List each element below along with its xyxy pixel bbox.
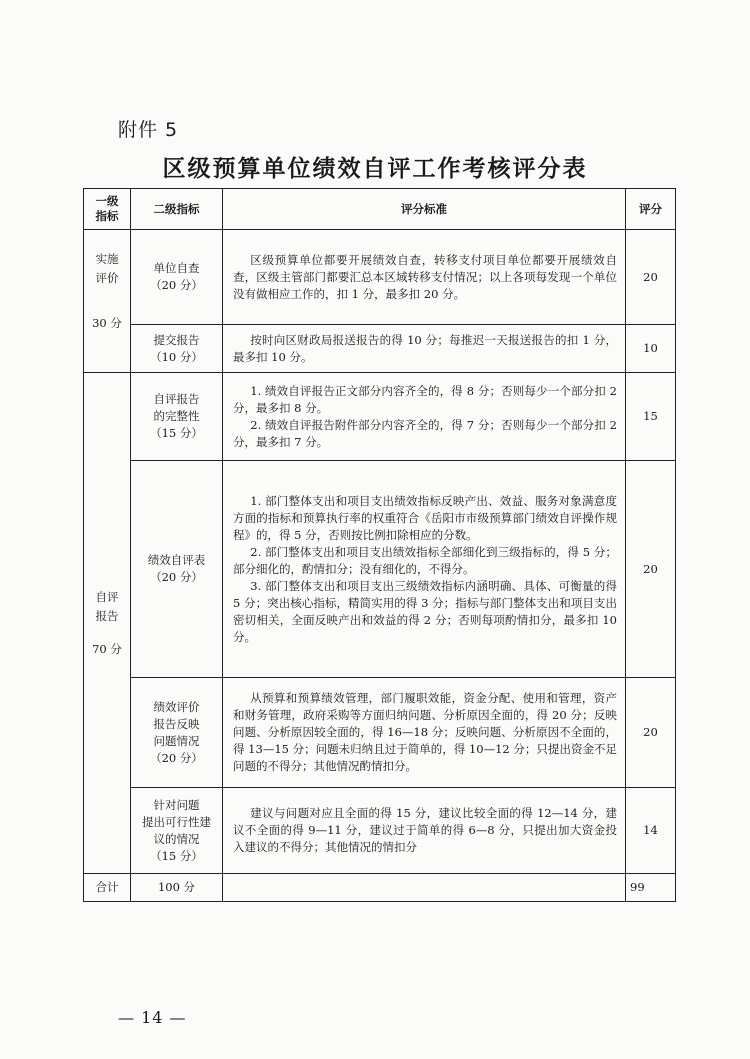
- level2-name: [131, 461, 223, 678]
- level2-name: [131, 788, 223, 874]
- level2-name: [131, 678, 223, 788]
- criteria-paragraph: 建议与问题对应且全面的得 15 分，建议比较全面的得 12—14 分，建议不全面的得 9—11 分，建议过于简单的得 6—8 分，只提出加大资金投入建议的不得分；其他情况的情扣分: [233, 806, 617, 854]
- level2-name-line: （20 分）: [150, 278, 203, 292]
- level2-name-line: 绩效评价: [153, 699, 200, 714]
- document-title: 区级预算单位绩效自评工作考核评分表: [162, 155, 588, 182]
- total-label: 合计: [84, 874, 131, 902]
- criteria-paragraph: 1. 绩效自评报告正文部分内容齐全的，得 8 分；否则每少一个部分扣 2 分，最多扣 8 分。: [233, 383, 617, 415]
- criteria-text: [223, 788, 626, 874]
- score-value: 15: [626, 373, 676, 461]
- level1-label: 评价: [95, 271, 119, 285]
- level2-name-line: 自评报告: [153, 392, 200, 406]
- level2-name-line: 提出可行性建: [142, 814, 211, 829]
- level2-name-line: 问题情况: [153, 733, 200, 748]
- criteria-paragraph: 1. 部门整体支出和项目支出绩效指标反映产出、效益、服务对象满意度方面的指标和预算执行率的权重符合《岳阳市市级预算部门绩效自评操作规程》的，得 5 分，否则按比例扣除相应的分数。: [233, 493, 617, 542]
- attachment-label: 附件 5: [118, 119, 179, 141]
- level2-name-line: 单位自查: [153, 261, 200, 275]
- level2-name-line: 报告反映: [153, 716, 200, 731]
- level2-name: [131, 373, 223, 461]
- criteria-text: [223, 461, 626, 678]
- criteria-paragraph: 2. 部门整体支出和项目支出绩效指标全部细化到三级指标的，得 5 分；部分细化的，酌情扣分；没有细化的，不得分。: [233, 544, 617, 576]
- level1-label: 报告: [95, 608, 119, 623]
- table-row: [84, 678, 676, 788]
- table-row: [84, 230, 676, 325]
- level2-name-line: （20 分）: [150, 750, 203, 765]
- criteria-paragraph: 2. 绩效自评报告附件部分内容齐全的，得 7 分；否则每少一个部分扣 2 分，最多扣 7 分。: [233, 417, 617, 449]
- level2-name: [131, 325, 223, 373]
- level1-cell-self-report: [84, 373, 131, 874]
- table-row: [84, 373, 676, 461]
- header-level2: 二级指标: [131, 189, 223, 230]
- criteria-paragraph: 3. 部门整体支出和项目支出三级绩效指标内涵明确、具体、可衡量的得 5 分；突出核心指标，精简实用的得 3 分；指标与部门整体支出和项目支出密切相关，全面反映产出和效益的得 2 分；否则每项酌情扣分，最多扣 10 分。: [233, 578, 617, 644]
- level2-name-line: （15 分）: [150, 848, 203, 863]
- criteria-text: [223, 230, 626, 325]
- scoring-table: [83, 188, 676, 902]
- criteria-paragraph: 从预算和预算绩效管理，部门履职效能，资金分配、使用和管理，资产和财务管理，政府采购等方面归纳问题、分析原因全面的，得 20 分；反映问题、分析原因较全面的，得 16—18 分；反映问题、分析原因不全面的，得 13—15 分；问题未归纳且过于简单的，得 10—12 分；只提出资金不足问题的不得分；其他情况酌情扣分。: [233, 691, 617, 773]
- header-level1: 一级指标: [84, 189, 131, 230]
- level1-weight: 70 分: [92, 641, 122, 656]
- score-value: 20: [626, 678, 676, 788]
- level1-weight: 30 分: [92, 316, 122, 330]
- level2-name-line: 提交报告: [153, 332, 200, 347]
- level2-name: [131, 230, 223, 325]
- score-value: 10: [626, 325, 676, 373]
- page-number: — 14 —: [118, 1008, 187, 1027]
- level2-name-line: （15 分）: [150, 426, 203, 440]
- criteria-paragraph: 按时向区财政局报送报告的得 10 分；每推迟一天报送报告的扣 1 分，最多扣 10 分。: [233, 332, 617, 364]
- level1-label: 实施: [95, 252, 119, 266]
- total-score: 99: [626, 874, 676, 902]
- level1-label: 自评: [95, 589, 119, 604]
- total-row: [84, 874, 676, 902]
- total-max: 100 分: [131, 874, 223, 902]
- criteria-text: [223, 678, 626, 788]
- level2-name-line: （10 分）: [150, 349, 203, 364]
- score-value: 20: [626, 461, 676, 678]
- score-value: 20: [626, 230, 676, 325]
- level2-name-line: 议的情况: [153, 831, 200, 846]
- score-value: 14: [626, 788, 676, 874]
- header-criteria: 评分标准: [223, 189, 626, 230]
- criteria-text: [223, 373, 626, 461]
- level2-name-line: 针对问题: [153, 797, 200, 812]
- table-row: [84, 325, 676, 373]
- table-row: [84, 788, 676, 874]
- table-header-row: [84, 189, 676, 230]
- level1-cell-implementation: [84, 230, 131, 373]
- header-score: 评分: [626, 189, 676, 230]
- level2-name-line: （20 分）: [150, 570, 203, 584]
- table-row: [84, 461, 676, 678]
- total-criteria: [223, 874, 626, 902]
- level2-name-line: 的完整性: [153, 409, 200, 423]
- criteria-text: [223, 325, 626, 373]
- level2-name-line: 绩效自评表: [147, 553, 206, 567]
- criteria-paragraph: 区级预算单位都要开展绩效自查，转移支付项目单位都要开展绩效自查，区级主管部门都要汇总本区域转移支付情况；以上各项每发现一个单位没有做相应工作的，扣 1 分，最多扣 20 分。: [233, 252, 617, 301]
